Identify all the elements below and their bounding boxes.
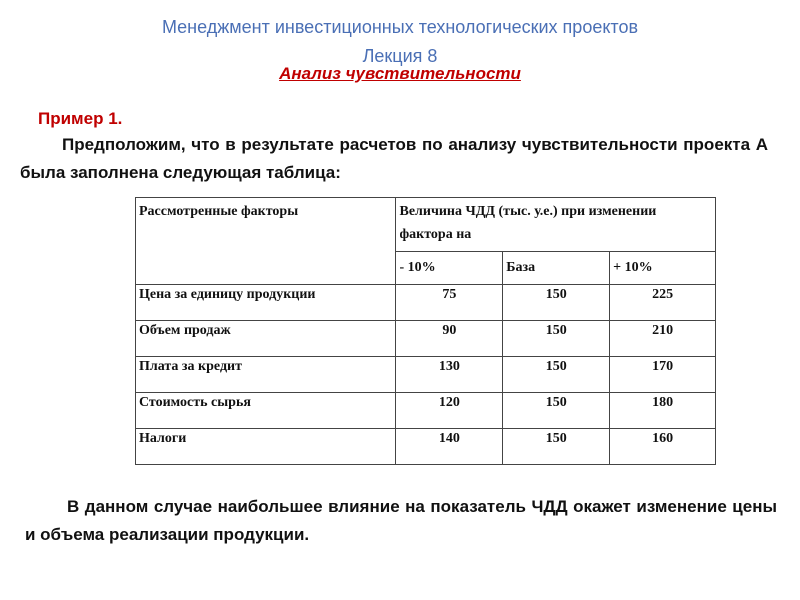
value-minus-10: 90 [396,321,503,357]
factor-column-header: Рассмотренные факторы [136,198,396,285]
value-base: 150 [503,321,610,357]
table-row [136,429,716,465]
npv-column-header: Величина ЧДД (тыс. у.е.) при изменении фактора на [396,198,716,252]
value-base: 150 [503,285,610,321]
value-minus-10: 120 [396,393,503,429]
row-factor-label: Плата за кредит [136,357,396,393]
base-header: База [503,252,610,285]
value-minus-10: 130 [396,357,503,393]
value-base: 150 [503,357,610,393]
value-plus-10: 180 [610,393,716,429]
table-row [136,321,716,357]
slide-subtitle: Анализ чувствительности [279,64,521,83]
table-header-row [136,198,716,252]
value-plus-10: 210 [610,321,716,357]
value-plus-10: 160 [610,429,716,465]
table-row [136,357,716,393]
intro-paragraph: Предположим, что в результате расчетов по анализу чувствительности проекта А была заполнена следующая таблица: [20,135,768,182]
row-factor-label: Стоимость сырья [136,393,396,429]
minus-10-header: - 10% [396,252,503,285]
value-minus-10: 140 [396,429,503,465]
table-row [136,393,716,429]
conclusion-paragraph: В данном случае наибольшее влияние на показатель ЧДД окажет изменение цены и объема реализации продукции. [25,497,777,544]
value-plus-10: 170 [610,357,716,393]
row-factor-label: Объем продаж [136,321,396,357]
example-label: Пример 1. [38,109,123,128]
value-minus-10: 75 [396,285,503,321]
plus-10-header: + 10% [610,252,716,285]
lecture-number: Лекция 8 [362,46,438,66]
value-base: 150 [503,393,610,429]
value-plus-10: 225 [610,285,716,321]
row-factor-label: Налоги [136,429,396,465]
row-factor-label: Цена за единицу продукции [136,285,396,321]
sensitivity-table [135,197,716,465]
course-title: Менеджмент инвестиционных технологических проектов [161,17,639,37]
value-base: 150 [503,429,610,465]
table-row [136,285,716,321]
